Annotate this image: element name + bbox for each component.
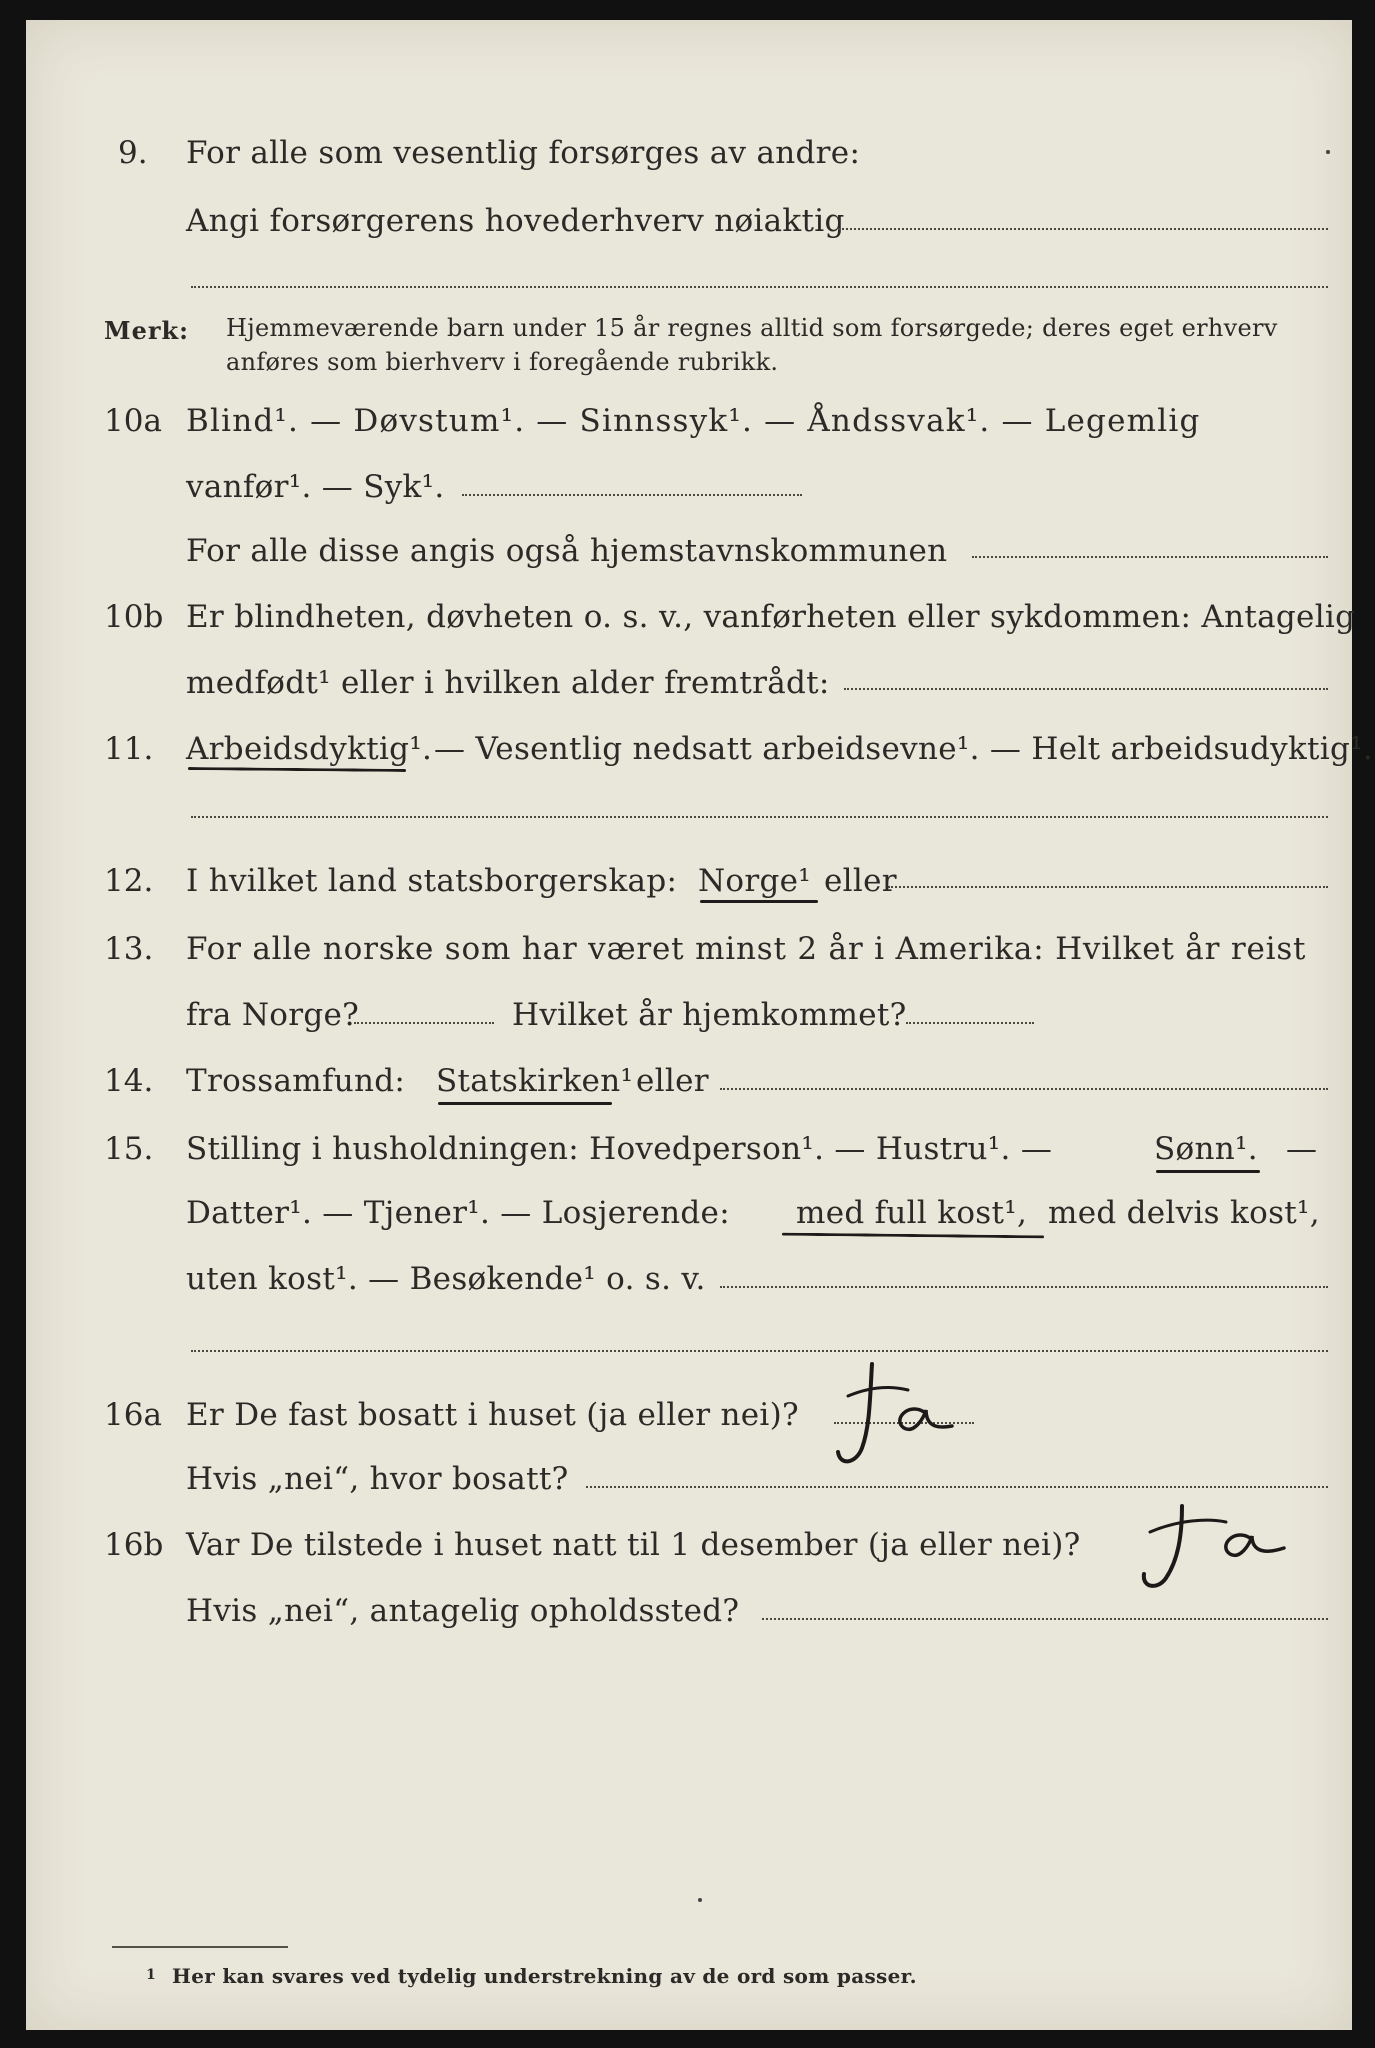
handwritten-answer-16b — [1122, 1482, 1322, 1602]
pencil-dot-mark — [698, 1898, 702, 1902]
question-12-tail: eller — [824, 863, 897, 899]
answer-line-15a[interactable] — [720, 1286, 1328, 1288]
question-16a-number: 16a — [104, 1397, 162, 1433]
underline-sonn — [1156, 1170, 1260, 1173]
question-16b-line1: Var De tilstede i huset natt til 1 desember (ja eller nei)? — [186, 1527, 1081, 1563]
question-10b-line1: Er blindheten, døvheten o. s. v., vanførheten eller sykdommen: Antagelig — [186, 599, 1356, 635]
question-14-lead: Trossamfund: — [186, 1063, 406, 1099]
handwritten-answer-16a — [812, 1356, 1002, 1476]
question-10a-line1: Blind¹. — Døvstum¹. — Sinnssyk¹. — Åndssvak¹. — Legemlig — [186, 403, 1201, 439]
question-14-number: 14. — [104, 1063, 154, 1099]
question-15-number: 15. — [104, 1131, 154, 1167]
answer-line-13b[interactable] — [906, 1022, 1034, 1024]
question-13-line2b: Hvilket år hjemkommet? — [512, 997, 907, 1033]
answer-line-10b[interactable] — [844, 688, 1328, 690]
question-16a-line1: Er De fast bosatt i huset (ja eller nei)? — [186, 1397, 799, 1433]
question-10a-line3: For alle disse angis også hjemstavnskommunen — [186, 533, 948, 569]
question-16b-number: 16b — [104, 1527, 164, 1563]
answer-line-14[interactable] — [720, 1088, 1328, 1090]
merk-label: Merk: — [104, 316, 189, 345]
question-15-line2c: med delvis kost¹, — [1048, 1195, 1320, 1231]
question-15-option-full-kost[interactable]: med full kost¹, — [796, 1195, 1028, 1231]
answer-line-12[interactable] — [888, 886, 1328, 888]
question-12-option-norge[interactable]: Norge¹ — [698, 863, 812, 899]
question-15-option-sonn[interactable]: Sønn¹. — [1154, 1131, 1258, 1167]
question-14-tail: eller — [636, 1063, 709, 1099]
question-12-lead: I hvilket land statsborgerskap: — [186, 863, 678, 899]
footnote-rule — [112, 1946, 288, 1948]
question-10b-number: 10b — [104, 599, 164, 635]
answer-line-10a-hjemstavn[interactable] — [972, 556, 1328, 558]
answer-line-11[interactable] — [191, 816, 1328, 818]
answer-line-9a[interactable] — [838, 228, 1328, 230]
answer-line-10a[interactable] — [462, 494, 802, 496]
question-12-number: 12. — [104, 863, 154, 899]
answer-line-15b[interactable] — [191, 1350, 1328, 1352]
merk-line1: Hjemmeværende barn under 15 år regnes alltid som forsørgede; deres eget erhverv — [226, 314, 1278, 342]
underline-full-kost — [782, 1233, 1044, 1239]
footnote-mark: 1 — [146, 1967, 157, 1983]
answer-line-16b[interactable] — [762, 1618, 1328, 1620]
question-10b-line2: medfødt¹ eller i hvilken alder fremtrådt: — [186, 665, 830, 701]
question-15-line1a: Stilling i husholdningen: Hovedperson¹. — Hustru¹. — — [186, 1131, 1053, 1167]
question-16b-line2: Hvis „nei“, antagelig opholdssted? — [186, 1593, 740, 1629]
underline-statskirken — [438, 1102, 612, 1105]
answer-line-9b[interactable] — [191, 286, 1328, 288]
question-11-rest: — Vesentlig nedsatt arbeidsevne¹. — Helt arbeidsudyktig¹. — [434, 731, 1374, 767]
question-15-line1c: — — [1286, 1131, 1318, 1167]
merk-line2: anføres som bierhverv i foregående rubrikk. — [226, 348, 779, 376]
question-11-option-arbeidsdyktig[interactable]: Arbeidsdyktig¹. — [186, 731, 433, 767]
question-9-line2: Angi forsørgerens hovederhverv nøiaktig — [186, 203, 845, 239]
question-10a-number: 10a — [104, 403, 162, 439]
question-13-line1: For alle norske som har været minst 2 år i Amerika: Hvilket år reist — [186, 931, 1307, 967]
question-14-option-statskirken[interactable]: Statskirken¹ — [436, 1063, 634, 1099]
question-13-line2a: fra Norge? — [186, 997, 360, 1033]
underline-norge — [700, 900, 818, 903]
census-form-page — [26, 20, 1374, 2030]
question-13-number: 13. — [104, 931, 154, 967]
question-11-number: 11. — [104, 731, 154, 767]
footnote-text: Her kan svares ved tydelig understrekning av de ord som passer. — [172, 1964, 917, 1988]
pencil-dot-mark — [1326, 150, 1330, 154]
question-16a-line2: Hvis „nei“, hvor bosatt? — [186, 1461, 569, 1497]
answer-line-13a[interactable] — [354, 1022, 494, 1024]
question-9-number: 9. — [118, 135, 148, 171]
question-15-line3: uten kost¹. — Besøkende¹ o. s. v. — [186, 1261, 706, 1297]
question-10a-line2: vanfør¹. — Syk¹. — [186, 469, 445, 505]
question-15-line2a: Datter¹. — Tjener¹. — Losjerende: — [186, 1195, 730, 1231]
question-9-line1: For alle som vesentlig forsørges av andre: — [186, 135, 861, 171]
underline-arbeidsdyktig — [188, 767, 406, 772]
